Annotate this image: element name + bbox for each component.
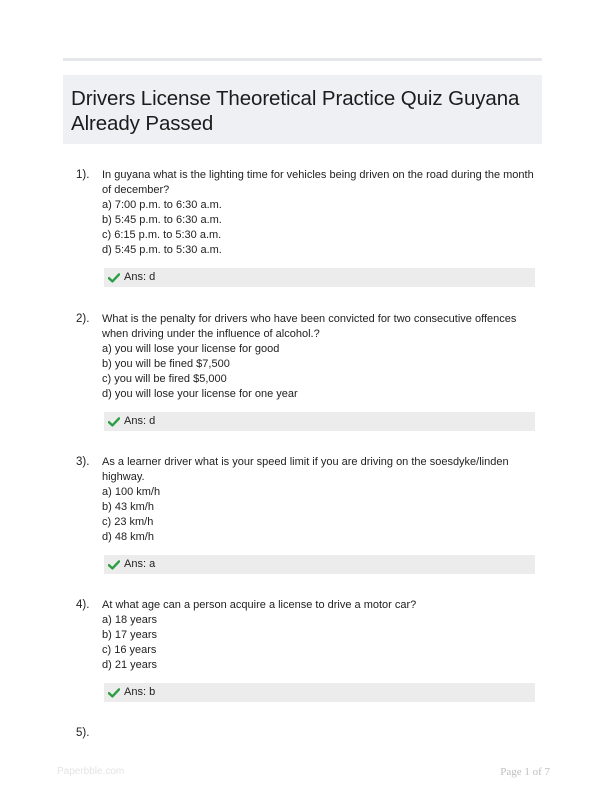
question-body [102, 168, 538, 258]
question-body [102, 312, 538, 402]
option-b: b) 17 years [102, 629, 158, 641]
check-icon [108, 560, 120, 570]
question-text: In guyana what is the lighting time for vehicles being driven on the road during the month of december? [102, 169, 534, 196]
option-c: c) you will be fired $5,000 [102, 373, 227, 385]
check-icon [108, 417, 120, 427]
option-c: c) 23 km/h [102, 516, 154, 528]
option-b: b) 43 km/h [102, 501, 154, 513]
answer-label: Ans: d [124, 271, 156, 283]
option-d: d) 21 years [102, 659, 158, 671]
question-text: At what age can a person acquire a license to drive a motor car? [102, 599, 417, 611]
answer-label: Ans: a [124, 558, 156, 570]
check-icon [108, 688, 120, 698]
answer-label: Ans: b [124, 686, 156, 698]
option-d: d) you will lose your license for one year [102, 388, 298, 400]
question-body [102, 598, 538, 673]
option-a: a) 100 km/h [102, 486, 161, 498]
option-c: c) 6:15 p.m. to 5:30 a.m. [102, 229, 222, 241]
answer-bar-3 [104, 555, 535, 574]
question-number: 2). [76, 313, 90, 325]
question-body [102, 455, 538, 545]
answer-label: Ans: d [124, 415, 156, 427]
option-c: c) 16 years [102, 644, 157, 656]
option-b: b) you will be fined $7,500 [102, 358, 230, 370]
title-banner [63, 75, 542, 144]
option-a: a) 7:00 p.m. to 6:30 a.m. [102, 199, 222, 211]
check-icon [108, 273, 120, 283]
question-number: 3). [76, 456, 90, 468]
question-number: 5). [76, 727, 90, 739]
option-b: b) 5:45 p.m. to 6:30 a.m. [102, 214, 222, 226]
page-number: Page 1 of 7 [500, 766, 550, 778]
question-text: As a learner driver what is your speed limit if you are driving on the soesdyke/linden highway. [102, 456, 509, 483]
option-a: a) you will lose your license for good [102, 343, 280, 355]
page-title: Drivers License Theoretical Practice Quiz Guyana Already Passed [71, 87, 520, 135]
option-d: d) 5:45 p.m. to 5:30 a.m. [102, 244, 222, 256]
question-number: 1). [76, 169, 90, 181]
question-number: 4). [76, 599, 90, 611]
option-a: a) 18 years [102, 614, 158, 626]
answer-bar-2 [104, 412, 535, 431]
top-divider [63, 58, 542, 61]
question-text: What is the penalty for drivers who have been convicted for two consecutive offences when driving under the influence of alcohol.? [102, 313, 517, 340]
option-d: d) 48 km/h [102, 531, 154, 543]
answer-bar-4 [104, 683, 535, 702]
footer-watermark: Paperbble.com [57, 766, 125, 777]
answer-bar-1 [104, 268, 535, 287]
